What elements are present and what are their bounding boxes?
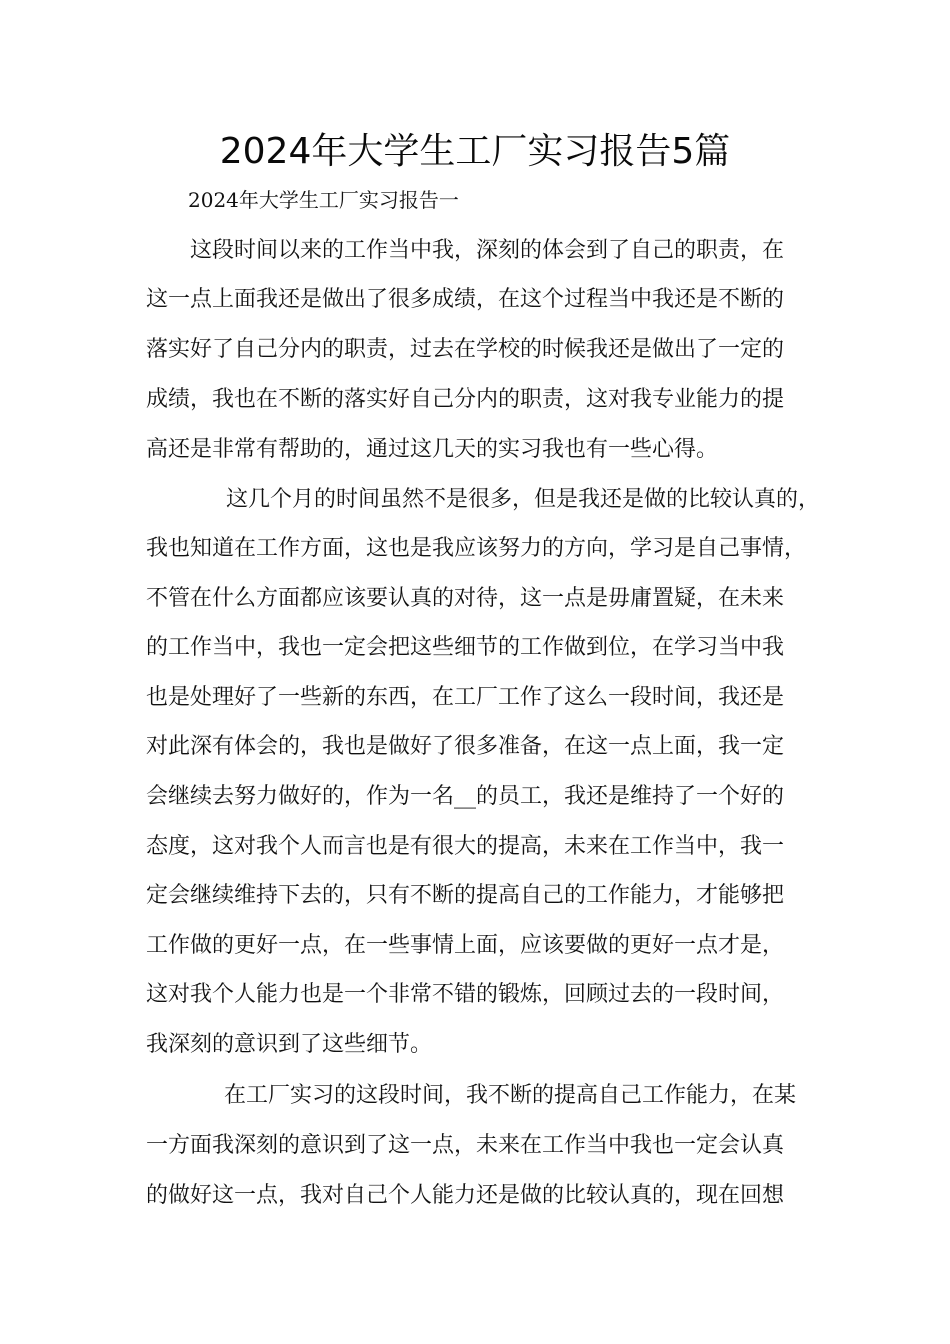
paragraph-3-line-2: 一方面我深刻的意识到了这一点，未来在工作当中我也一定会认真 <box>146 1133 785 1158</box>
paragraph-2-line-5: 也是处理好了一些新的东西，在工厂工作了这么一段时间，我还是 <box>146 685 785 710</box>
paragraph-2-line-12: 我深刻的意识到了这些细节。 <box>146 1032 433 1057</box>
paragraph-1-line-2: 这一点上面我还是做出了很多成绩，在这个过程当中我还是不断的 <box>146 287 785 312</box>
paragraph-2-line-1: 这几个月的时间虽然不是很多，但是我还是做的比较认真的， <box>226 487 821 512</box>
section-heading: 2024年大学生工厂实习报告一 <box>188 188 459 212</box>
paragraph-3-line-3: 的做好这一点，我对自己个人能力还是做的比较认真的，现在回想 <box>146 1183 785 1208</box>
paragraph-2-line-7: 会继续去努力做好的，作为一名__的员工，我还是维持了一个好的 <box>146 784 785 809</box>
document-title: 2024年大学生工厂实习报告5篇 <box>219 131 731 172</box>
paragraph-2-line-4: 的工作当中，我也一定会把这些细节的工作做到位，在学习当中我 <box>146 635 785 660</box>
paragraph-2-line-8: 态度，这对我个人而言也是有很大的提高，未来在工作当中，我一 <box>146 834 785 859</box>
paragraph-3-line-1: 在工厂实习的这段时间，我不断的提高自己工作能力，在某 <box>224 1083 797 1108</box>
paragraph-2-line-11: 这对我个人能力也是一个非常不错的锻炼，回顾过去的一段时间， <box>146 982 785 1007</box>
paragraph-2-line-10: 工作做的更好一点，在一些事情上面，应该要做的更好一点才是， <box>146 933 785 958</box>
paragraph-1-line-3: 落实好了自己分内的职责，过去在学校的时候我还是做出了一定的 <box>146 337 785 362</box>
paragraph-2-line-2: 我也知道在工作方面，这也是我应该努力的方向，学习是自己事情， <box>146 536 807 561</box>
paragraph-2-line-6: 对此深有体会的，我也是做好了很多准备，在这一点上面，我一定 <box>146 734 785 759</box>
paragraph-2-line-9: 定会继续维持下去的，只有不断的提高自己的工作能力，才能够把 <box>146 883 785 908</box>
paragraph-1-line-1: 这段时间以来的工作当中我，深刻的体会到了自己的职责，在 <box>190 238 785 263</box>
paragraph-2-line-3: 不管在什么方面都应该要认真的对待，这一点是毋庸置疑，在未来 <box>146 586 785 611</box>
paragraph-1-line-5: 高还是非常有帮助的，通过这几天的实习我也有一些心得。 <box>146 437 719 462</box>
paragraph-1-line-4: 成绩，我也在不断的落实好自己分内的职责，这对我专业能力的提 <box>146 387 785 412</box>
